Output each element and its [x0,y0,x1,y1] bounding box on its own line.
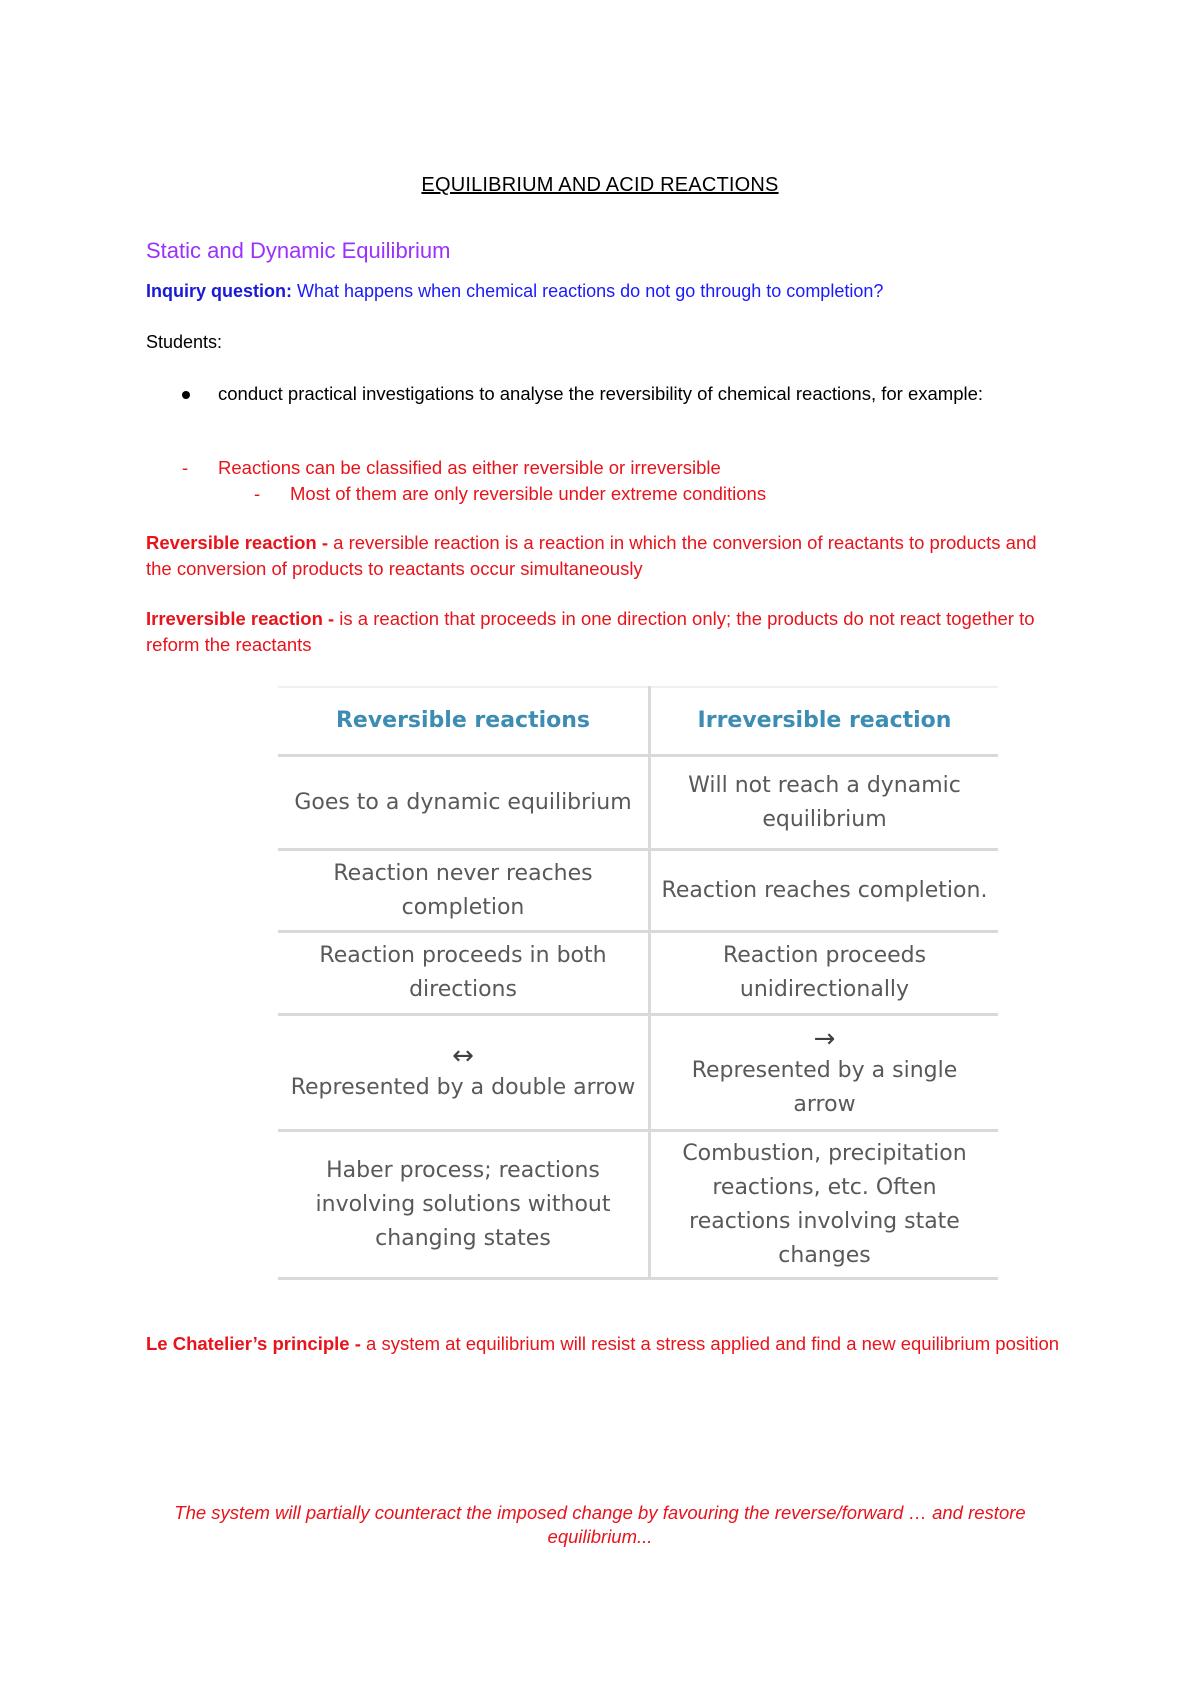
definition-text: a system at equilibrium will resist a stress applied and find a new equilibrium position [360,1333,1060,1354]
definition-term: Reversible reaction - [146,532,328,553]
bullet-item [182,381,1042,407]
table-cell: Haber process; reactions involving solutions without changing states [278,1131,650,1279]
comparison-table [278,686,998,1280]
inquiry-label: Inquiry question: [146,281,292,301]
footer-note: The system will partially counteract the imposed change by favouring the reverse/forward … and restore equilibrium... [174,1502,1026,1547]
definition-reversible [146,530,1066,582]
double-arrow-icon: ↔ [452,1040,474,1071]
definition-term: Le Chatelier’s principle - [146,1333,361,1354]
bullet-dot-icon [182,391,190,399]
table-cell: Combustion, precipitation reactions, etc. Often reactions involving state changes [650,1131,999,1279]
table-header: Reversible reactions [278,687,650,756]
table-row [278,932,998,1015]
table-row [278,850,998,932]
table-header: Irreversible reaction [650,687,999,756]
single-arrow-icon: → [813,1023,836,1054]
definition-irreversible [146,606,1066,658]
table-cell: Will not reach a dynamic equilibrium [650,756,999,850]
bullet-text: conduct practical investigations to analyse the reversibility of chemical reactions, for example: [218,383,984,404]
table-cell: Reaction never reaches completion [278,850,650,932]
students-label: Students: [146,332,223,352]
document-title: EQUILIBRIUM AND ACID REACTIONS [421,174,779,196]
dash-marker: - [254,483,261,504]
definition-text: a reversible reaction is a reaction in which the conversion of reactants to products and the conversion of products to reactants occur simultaneously [146,532,1037,579]
table-header-row [278,687,998,756]
table-row [278,756,998,850]
definition-text: is a reaction that proceeds in one direction only; the products do not react together to reform the reactants [146,608,1035,655]
table-cell: Goes to a dynamic equilibrium [278,756,650,850]
table-cell: Reaction reaches completion. [650,850,999,932]
table-cell: Reaction proceeds in both directions [278,932,650,1015]
dash-text: Reactions can be classified as either reversible or irreversible [218,457,721,478]
dash-text: Most of them are only reversible under extreme conditions [290,483,767,504]
table-row [278,1015,998,1131]
table-cell [650,1015,999,1131]
table-row [278,1131,998,1279]
table-cell [278,1015,650,1131]
inquiry-question [146,281,883,302]
table-cell-text: Represented by a single arrow [691,1057,958,1117]
definition-le-chatelier [146,1331,1066,1357]
inquiry-text: What happens when chemical reactions do not go through to completion? [292,281,884,301]
definition-term: Irreversible reaction - [146,608,335,629]
dash-marker: - [182,457,189,478]
table-cell: Reaction proceeds unidirectionally [650,932,999,1015]
section-heading: Static and Dynamic Equilibrium [146,238,451,263]
table-cell-text: Represented by a double arrow [290,1074,636,1100]
